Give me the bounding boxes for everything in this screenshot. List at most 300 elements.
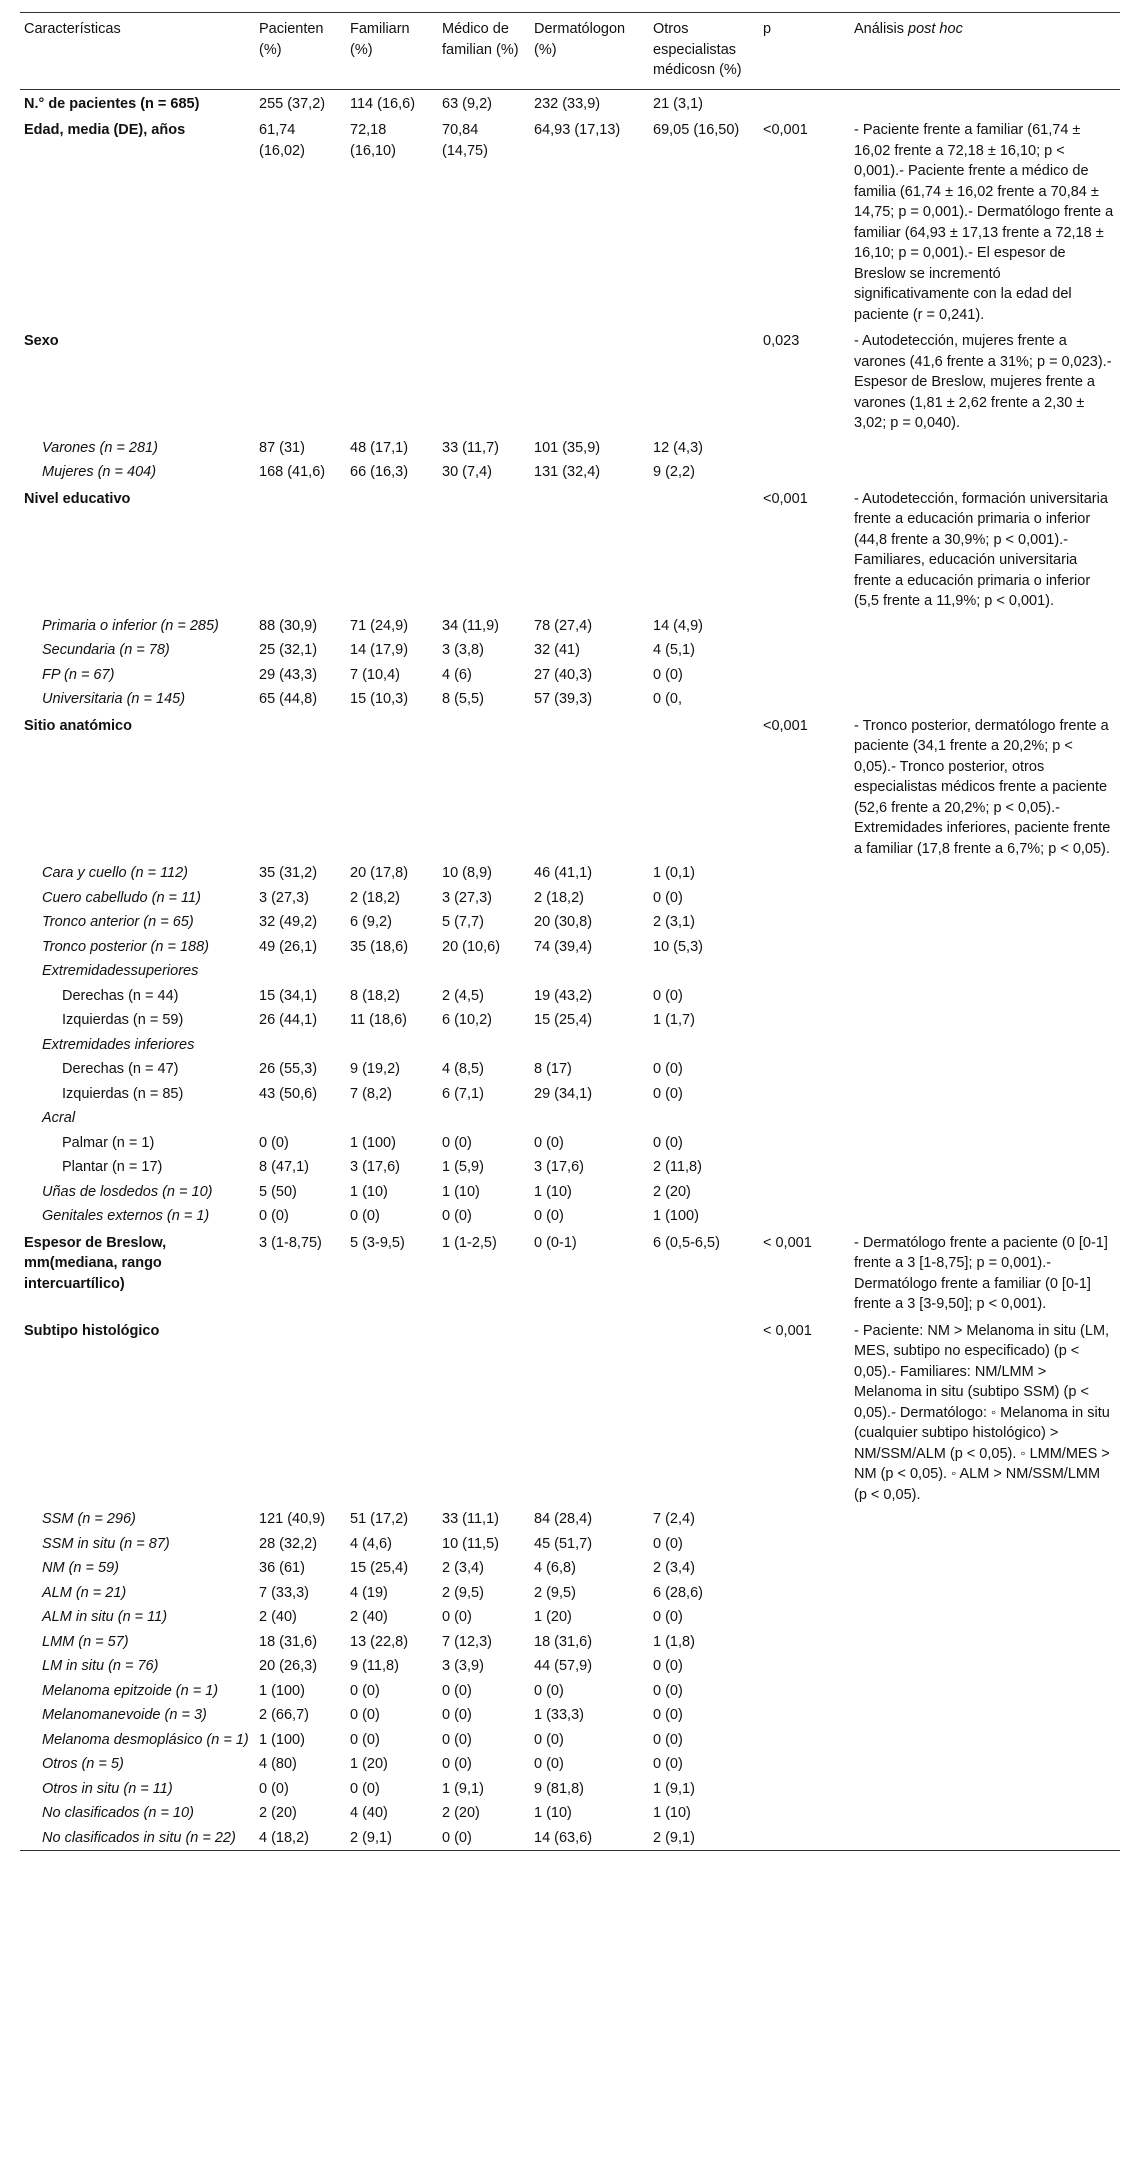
row-label: Secundaria (n = 78)	[42, 642, 170, 658]
cell-dermatologo: 4 (6,8)	[534, 1560, 576, 1576]
header-p: p	[763, 21, 772, 37]
header-caracteristicas: Características	[24, 21, 121, 37]
row-label: Extremidadessuperiores	[42, 963, 199, 979]
cell-familiar	[346, 712, 438, 862]
cell-otros-especialistas: 69,05 (16,50)	[653, 122, 740, 138]
cell-familiar	[346, 1106, 438, 1131]
cell-dermatologo: 2 (18,2)	[534, 889, 584, 906]
cell-dermatologo: 0 (0)	[534, 1756, 564, 1772]
cell-medico-familia: 0 (0)	[442, 1756, 472, 1772]
cell-familiar: 0 (0)	[350, 1780, 380, 1797]
cell-p-value	[759, 1703, 850, 1728]
cell-p-value	[759, 638, 850, 663]
header-posthoc-label: post hoc	[908, 21, 963, 37]
cell-otros-especialistas	[649, 1317, 759, 1508]
table-row	[20, 1728, 1120, 1753]
cell-p-value	[759, 1581, 850, 1606]
cell-analisis-post-hoc	[850, 910, 1120, 935]
row-label: Otros (n = 5)	[42, 1756, 124, 1772]
cell-familiar: 7 (10,4)	[350, 666, 400, 683]
table-row	[20, 1777, 1120, 1802]
row-label: Izquierdas (n = 59)	[62, 1012, 184, 1028]
table-row	[20, 460, 1120, 485]
cell-otros-especialistas: 0 (0)	[653, 889, 683, 906]
cell-dermatologo: 84 (28,4)	[534, 1511, 593, 1527]
table-row	[20, 436, 1120, 461]
cell-medico-familia: 70,84 (14,75)	[442, 122, 488, 159]
cell-familiar: 1 (10)	[350, 1183, 388, 1200]
cell-analisis-post-hoc: - Paciente frente a familiar (61,74 ± 16,02 frente a 72,18 ± 16,10; p < 0,001).- Paciente frente a médico de familia (61,74 ± 16,02 frente a 70,84 ± 14,75; p = 0,001).- Dermatólogo frente a familiar (64,93 ± 17,13 frente a 72,18 ± 16,10; p = 0,001).- El espesor de Breslow se incrementó significativamente con la edad del paciente (r = 0,241).	[854, 122, 1114, 323]
cell-dermatologo: 15 (25,4)	[534, 1012, 593, 1028]
cell-analisis-post-hoc	[850, 638, 1120, 663]
cell-dermatologo: 8 (17)	[534, 1061, 572, 1077]
cell-otros-especialistas: 0 (0)	[653, 1609, 683, 1625]
row-label: Edad, media (DE), años	[24, 122, 186, 138]
cell-otros-especialistas: 6 (28,6)	[653, 1584, 703, 1601]
cell-dermatologo: 57 (39,3)	[534, 691, 593, 707]
cell-dermatologo: 74 (39,4)	[534, 938, 593, 955]
cell-pacientes: 26 (44,1)	[259, 1012, 318, 1028]
cell-familiar: 11 (18,6)	[350, 1012, 407, 1028]
cell-otros-especialistas: 12 (4,3)	[653, 439, 703, 456]
cell-dermatologo: 9 (81,8)	[534, 1780, 584, 1797]
cell-otros-especialistas: 1 (100)	[653, 1208, 699, 1224]
cell-otros-especialistas: 14 (4,9)	[653, 617, 703, 634]
cell-p-value	[759, 89, 850, 116]
table-row	[20, 1801, 1120, 1826]
cell-pacientes: 20 (26,3)	[259, 1658, 318, 1674]
table-row	[20, 1507, 1120, 1532]
cell-dermatologo: 1 (10)	[534, 1805, 572, 1821]
cell-p-value	[759, 1131, 850, 1156]
cell-pacientes: 25 (32,1)	[259, 642, 318, 658]
table-row	[20, 1581, 1120, 1606]
cell-medico-familia: 1 (1-2,5)	[442, 1234, 497, 1251]
cell-otros-especialistas: 10 (5,3)	[653, 938, 703, 955]
row-label: LMM (n = 57)	[42, 1633, 129, 1650]
cell-familiar: 0 (0)	[350, 1208, 380, 1224]
cell-pacientes: 36 (61)	[259, 1560, 305, 1576]
row-label: Extremidades inferiores	[42, 1036, 195, 1053]
cell-familiar: 15 (10,3)	[350, 691, 409, 707]
header-analisis	[850, 13, 1120, 90]
cell-pacientes: 88 (30,9)	[259, 617, 318, 634]
cell-dermatologo	[530, 712, 649, 862]
cell-dermatologo: 78 (27,4)	[534, 617, 593, 634]
row-label: Cuero cabelludo (n = 11)	[42, 889, 201, 906]
table-row	[20, 1033, 1120, 1058]
cell-familiar: 0 (0)	[350, 1682, 380, 1699]
cell-pacientes: 29 (43,3)	[259, 666, 318, 683]
cell-dermatologo: 3 (17,6)	[534, 1159, 584, 1175]
cell-pacientes: 87 (31)	[259, 439, 305, 456]
cell-dermatologo: 1 (10)	[534, 1183, 572, 1200]
row-label: Varones (n = 281)	[42, 439, 158, 456]
cell-dermatologo: 45 (51,7)	[534, 1535, 593, 1552]
table-row	[20, 1826, 1120, 1851]
table-row	[20, 485, 1120, 614]
cell-p-value	[759, 1679, 850, 1704]
cell-otros-especialistas	[649, 959, 759, 984]
cell-analisis-post-hoc	[850, 436, 1120, 461]
cell-medico-familia: 2 (4,5)	[442, 987, 484, 1004]
cell-otros-especialistas: 1 (1,7)	[653, 1012, 695, 1028]
cell-medico-familia	[438, 1033, 530, 1058]
table-row	[20, 1229, 1120, 1317]
table-row	[20, 1082, 1120, 1107]
cell-medico-familia	[438, 327, 530, 436]
table-row	[20, 1317, 1120, 1508]
table-row	[20, 1556, 1120, 1581]
cell-familiar: 71 (24,9)	[350, 617, 409, 634]
cell-analisis-post-hoc	[850, 959, 1120, 984]
cell-dermatologo: 44 (57,9)	[534, 1658, 593, 1674]
cell-p-value	[759, 1106, 850, 1131]
cell-medico-familia: 33 (11,7)	[442, 439, 499, 456]
row-label: Primaria o inferior (n = 285)	[42, 617, 219, 634]
cell-otros-especialistas: 4 (5,1)	[653, 642, 695, 658]
row-label: Cara y cuello (n = 112)	[42, 865, 189, 881]
table-row	[20, 1180, 1120, 1205]
table-row	[20, 910, 1120, 935]
cell-dermatologo: 14 (63,6)	[534, 1829, 593, 1846]
cell-analisis-post-hoc	[850, 1204, 1120, 1229]
cell-pacientes: 168 (41,6)	[259, 464, 326, 480]
cell-p-value	[759, 663, 850, 688]
cell-familiar: 5 (3-9,5)	[350, 1234, 405, 1251]
cell-otros-especialistas: 2 (20)	[653, 1183, 691, 1200]
row-label: No clasificados in situ (n = 22)	[42, 1829, 236, 1846]
cell-familiar: 1 (20)	[350, 1756, 388, 1772]
cell-p-value	[759, 1801, 850, 1826]
cell-dermatologo: 19 (43,2)	[534, 987, 593, 1004]
cell-medico-familia	[438, 485, 530, 614]
row-label: Acral	[42, 1110, 76, 1126]
cell-p-value	[759, 1752, 850, 1777]
cell-analisis-post-hoc	[850, 1654, 1120, 1679]
cell-analisis-post-hoc	[850, 1507, 1120, 1532]
table-row	[20, 1703, 1120, 1728]
row-label: SSM in situ (n = 87)	[42, 1535, 170, 1552]
cell-medico-familia: 34 (11,9)	[442, 617, 499, 634]
row-label: Palmar (n = 1)	[62, 1134, 155, 1151]
row-label: Nivel educativo	[24, 490, 131, 507]
row-label: Derechas (n = 44)	[62, 987, 179, 1004]
cell-otros-especialistas	[649, 712, 759, 862]
cell-analisis-post-hoc	[850, 1180, 1120, 1205]
cell-medico-familia: 30 (7,4)	[442, 464, 492, 480]
cell-familiar: 2 (18,2)	[350, 889, 400, 906]
row-label: N.° de pacientes (n = 685)	[24, 95, 200, 112]
cell-medico-familia: 33 (11,1)	[442, 1511, 499, 1527]
cell-analisis-post-hoc	[850, 861, 1120, 886]
characteristics-table	[20, 12, 1120, 1851]
cell-familiar: 51 (17,2)	[350, 1511, 409, 1527]
table-row	[20, 959, 1120, 984]
table-row	[20, 1654, 1120, 1679]
cell-dermatologo	[530, 1317, 649, 1508]
table-row	[20, 886, 1120, 911]
cell-analisis-post-hoc	[850, 1703, 1120, 1728]
cell-familiar: 4 (40)	[350, 1805, 388, 1821]
cell-p-value: < 0,001	[763, 1234, 812, 1251]
row-label: ALM (n = 21)	[42, 1584, 127, 1601]
cell-medico-familia: 5 (7,7)	[442, 914, 484, 930]
cell-medico-familia: 1 (10)	[442, 1183, 480, 1200]
row-label: Sitio anatómico	[24, 717, 132, 734]
cell-otros-especialistas: 2 (9,1)	[653, 1829, 695, 1846]
cell-analisis-post-hoc	[850, 1131, 1120, 1156]
cell-familiar: 4 (19)	[350, 1584, 388, 1601]
header-otros-especialistas: Otros especialistas médicosn (%)	[653, 21, 742, 78]
row-label: Melanoma desmoplásico (n = 1)	[42, 1731, 249, 1748]
row-label: Universitaria (n = 145)	[42, 691, 186, 707]
data-table-container	[20, 12, 1120, 1851]
cell-dermatologo: 32 (41)	[534, 642, 580, 658]
cell-pacientes: 18 (31,6)	[259, 1633, 318, 1650]
cell-dermatologo: 2 (9,5)	[534, 1584, 576, 1601]
row-label: Plantar (n = 17)	[62, 1159, 163, 1175]
cell-pacientes: 1 (100)	[259, 1731, 305, 1748]
cell-pacientes	[255, 327, 346, 436]
row-label: ALM in situ (n = 11)	[42, 1609, 168, 1625]
cell-otros-especialistas: 0 (0)	[653, 987, 683, 1004]
cell-analisis-post-hoc	[850, 1082, 1120, 1107]
cell-familiar: 114 (16,6)	[350, 95, 416, 112]
cell-analisis-post-hoc	[850, 1106, 1120, 1131]
cell-analisis-post-hoc	[850, 1008, 1120, 1033]
header-pacienten: Pacienten (%)	[259, 21, 324, 58]
cell-familiar: 9 (19,2)	[350, 1061, 400, 1077]
row-label: Genitales externos (n = 1)	[42, 1208, 210, 1224]
row-label: Otros in situ (n = 11)	[42, 1780, 173, 1797]
row-label: Izquierdas (n = 85)	[62, 1085, 184, 1102]
cell-analisis-post-hoc	[850, 1556, 1120, 1581]
cell-analisis-post-hoc	[850, 1581, 1120, 1606]
cell-analisis-post-hoc	[850, 460, 1120, 485]
table-row	[20, 712, 1120, 862]
cell-otros-especialistas	[649, 1033, 759, 1058]
cell-pacientes	[255, 1033, 346, 1058]
cell-dermatologo: 1 (33,3)	[534, 1707, 584, 1723]
cell-dermatologo: 0 (0)	[534, 1731, 564, 1748]
cell-medico-familia: 3 (27,3)	[442, 889, 492, 906]
cell-pacientes	[255, 959, 346, 984]
table-row	[20, 687, 1120, 712]
cell-p-value: 0,023	[763, 333, 800, 349]
cell-medico-familia: 3 (3,9)	[442, 1658, 484, 1674]
cell-analisis-post-hoc	[850, 886, 1120, 911]
cell-dermatologo: 46 (41,1)	[534, 865, 593, 881]
cell-otros-especialistas: 2 (3,1)	[653, 914, 695, 930]
table-row	[20, 861, 1120, 886]
table-row	[20, 984, 1120, 1009]
cell-p-value	[759, 910, 850, 935]
cell-p-value: <0,001	[763, 122, 808, 138]
cell-analisis-post-hoc	[850, 89, 1120, 116]
cell-p-value	[759, 1826, 850, 1851]
table-row	[20, 1008, 1120, 1033]
cell-pacientes: 0 (0)	[259, 1780, 289, 1797]
header-dermatologon: Dermatólogon (%)	[534, 21, 626, 58]
cell-otros-especialistas: 9 (2,2)	[653, 464, 695, 480]
cell-otros-especialistas: 0 (0)	[653, 1658, 683, 1674]
table-row	[20, 1752, 1120, 1777]
cell-familiar: 66 (16,3)	[350, 464, 409, 480]
cell-medico-familia: 4 (6)	[442, 666, 472, 683]
row-label: Espesor de Breslow, mm(mediana, rango intercuartílico)	[24, 1234, 167, 1292]
cell-dermatologo	[530, 1033, 649, 1058]
cell-familiar: 1 (100)	[350, 1134, 396, 1151]
table-row	[20, 1155, 1120, 1180]
cell-pacientes: 35 (31,2)	[259, 865, 318, 881]
cell-pacientes: 4 (18,2)	[259, 1829, 309, 1846]
cell-medico-familia: 10 (8,9)	[442, 865, 492, 881]
cell-dermatologo: 0 (0)	[534, 1208, 564, 1224]
cell-familiar: 48 (17,1)	[350, 439, 409, 456]
cell-pacientes: 7 (33,3)	[259, 1584, 309, 1601]
cell-medico-familia: 2 (3,4)	[442, 1560, 484, 1576]
cell-medico-familia: 2 (9,5)	[442, 1584, 484, 1601]
cell-otros-especialistas: 0 (0)	[653, 1061, 683, 1077]
cell-pacientes: 28 (32,2)	[259, 1535, 318, 1552]
cell-otros-especialistas: 1 (0,1)	[653, 865, 695, 881]
cell-p-value	[759, 1082, 850, 1107]
cell-dermatologo: 0 (0)	[534, 1134, 564, 1151]
cell-dermatologo	[530, 327, 649, 436]
cell-otros-especialistas: 6 (0,5-6,5)	[653, 1234, 720, 1251]
header-medico-familia: Médico de familian (%)	[442, 21, 519, 58]
cell-pacientes: 32 (49,2)	[259, 914, 318, 930]
table-header-row	[20, 13, 1120, 90]
row-label: No clasificados (n = 10)	[42, 1805, 194, 1821]
cell-medico-familia: 4 (8,5)	[442, 1061, 484, 1077]
cell-p-value	[759, 959, 850, 984]
cell-analisis-post-hoc	[850, 1801, 1120, 1826]
row-label: Subtipo histológico	[24, 1322, 160, 1339]
cell-pacientes: 121 (40,9)	[259, 1511, 326, 1527]
table-row	[20, 1204, 1120, 1229]
cell-p-value: <0,001	[763, 490, 808, 507]
table-row	[20, 1057, 1120, 1082]
cell-analisis-post-hoc	[850, 984, 1120, 1009]
cell-medico-familia: 6 (10,2)	[442, 1012, 492, 1028]
cell-familiar: 2 (40)	[350, 1609, 388, 1625]
cell-analisis-post-hoc: - Autodetección, formación universitaria frente a educación primaria o inferior (44,8 frente a 30,9%; p < 0,001).- Familiares, educación universitaria frente a educación primaria o inferior (5,5 frente a 11,9%; p < 0,001).	[854, 490, 1108, 609]
cell-medico-familia: 7 (12,3)	[442, 1633, 492, 1650]
cell-otros-especialistas: 2 (3,4)	[653, 1560, 695, 1576]
cell-pacientes: 1 (100)	[259, 1682, 305, 1699]
cell-otros-especialistas: 0 (0)	[653, 1707, 683, 1723]
cell-otros-especialistas: 0 (0)	[653, 1535, 683, 1552]
cell-p-value	[759, 984, 850, 1009]
cell-analisis-post-hoc	[850, 1752, 1120, 1777]
row-label: Uñas de losdedos (n = 10)	[42, 1183, 213, 1200]
cell-medico-familia: 3 (3,8)	[442, 642, 484, 658]
cell-pacientes: 0 (0)	[259, 1208, 289, 1224]
cell-medico-familia	[438, 1106, 530, 1131]
cell-analisis-post-hoc	[850, 1630, 1120, 1655]
cell-otros-especialistas: 0 (0,	[653, 691, 683, 707]
cell-medico-familia: 8 (5,5)	[442, 691, 484, 707]
cell-otros-especialistas	[649, 485, 759, 614]
cell-otros-especialistas: 0 (0)	[653, 1085, 683, 1102]
cell-pacientes: 2 (66,7)	[259, 1707, 309, 1723]
cell-p-value	[759, 861, 850, 886]
cell-medico-familia	[438, 1317, 530, 1508]
cell-familiar: 35 (18,6)	[350, 938, 409, 955]
cell-familiar: 8 (18,2)	[350, 987, 400, 1004]
cell-p-value	[759, 614, 850, 639]
cell-familiar	[346, 485, 438, 614]
cell-pacientes: 43 (50,6)	[259, 1085, 318, 1102]
table-row	[20, 1605, 1120, 1630]
cell-analisis-post-hoc	[850, 663, 1120, 688]
cell-medico-familia: 20 (10,6)	[442, 938, 501, 955]
cell-p-value	[759, 687, 850, 712]
cell-otros-especialistas: 2 (11,8)	[653, 1159, 702, 1175]
cell-p-value	[759, 1008, 850, 1033]
cell-analisis-post-hoc	[850, 1532, 1120, 1557]
cell-dermatologo: 232 (33,9)	[534, 95, 601, 112]
cell-p-value	[759, 1033, 850, 1058]
cell-pacientes: 26 (55,3)	[259, 1061, 318, 1077]
cell-dermatologo: 0 (0)	[534, 1682, 564, 1699]
row-label: Tronco anterior (n = 65)	[42, 914, 194, 930]
cell-medico-familia: 0 (0)	[442, 1134, 472, 1151]
cell-analisis-post-hoc: - Paciente: NM > Melanoma in situ (LM, MES, subtipo no especificado) (p < 0,05).- Familiares: NM/LMM > Melanoma in situ (subtipo SSM) (p < 0,05).- Dermatólogo: ◦ Melanoma in situ (cualquier subtipo histológico) > NM/SSM/ALM (p < 0,05). ◦ LMM/MES > NM (p < 0,05). ◦ ALM > NM/SSM/LMM (p < 0,05).	[854, 1322, 1110, 1503]
cell-otros-especialistas: 0 (0)	[653, 1134, 683, 1151]
cell-p-value	[759, 1204, 850, 1229]
cell-dermatologo: 27 (40,3)	[534, 666, 593, 683]
cell-p-value	[759, 1180, 850, 1205]
table-row	[20, 935, 1120, 960]
cell-analisis-post-hoc	[850, 1155, 1120, 1180]
cell-familiar: 0 (0)	[350, 1707, 380, 1723]
header-analisis-label: Análisis	[854, 21, 904, 37]
cell-pacientes: 61,74 (16,02)	[259, 122, 305, 159]
cell-familiar: 3 (17,6)	[350, 1159, 400, 1175]
cell-analisis-post-hoc	[850, 1033, 1120, 1058]
cell-medico-familia: 0 (0)	[442, 1609, 472, 1625]
cell-dermatologo	[530, 959, 649, 984]
cell-familiar: 72,18 (16,10)	[350, 122, 396, 159]
header-familiarn: Familiarn (%)	[350, 21, 410, 58]
cell-medico-familia	[438, 712, 530, 862]
cell-dermatologo: 18 (31,6)	[534, 1633, 593, 1650]
cell-medico-familia: 0 (0)	[442, 1208, 472, 1224]
cell-pacientes: 4 (80)	[259, 1756, 297, 1772]
cell-pacientes: 0 (0)	[259, 1134, 289, 1151]
cell-familiar: 14 (17,9)	[350, 642, 409, 658]
cell-p-value	[759, 1654, 850, 1679]
cell-medico-familia: 0 (0)	[442, 1707, 472, 1723]
cell-dermatologo: 64,93 (17,13)	[534, 122, 621, 138]
cell-otros-especialistas: 1 (10)	[653, 1805, 691, 1821]
table-row	[20, 1679, 1120, 1704]
cell-pacientes: 2 (40)	[259, 1609, 297, 1625]
cell-medico-familia: 1 (5,9)	[442, 1159, 484, 1175]
row-label: Melanoma epitzoide (n = 1)	[42, 1682, 219, 1699]
cell-familiar: 0 (0)	[350, 1731, 380, 1748]
row-label: Sexo	[24, 333, 59, 349]
cell-p-value	[759, 460, 850, 485]
cell-analisis-post-hoc	[850, 1057, 1120, 1082]
cell-analisis-post-hoc: - Dermatólogo frente a paciente (0 [0-1] frente a 3 [1-8,75]; p = 0,001).- Dermatólogo frente a familiar (0 [0-1] frente a 3 [3-9,50]; p < 0,001).	[854, 1234, 1108, 1312]
row-label: SSM (n = 296)	[42, 1511, 136, 1527]
cell-dermatologo	[530, 485, 649, 614]
cell-familiar: 2 (9,1)	[350, 1829, 392, 1846]
